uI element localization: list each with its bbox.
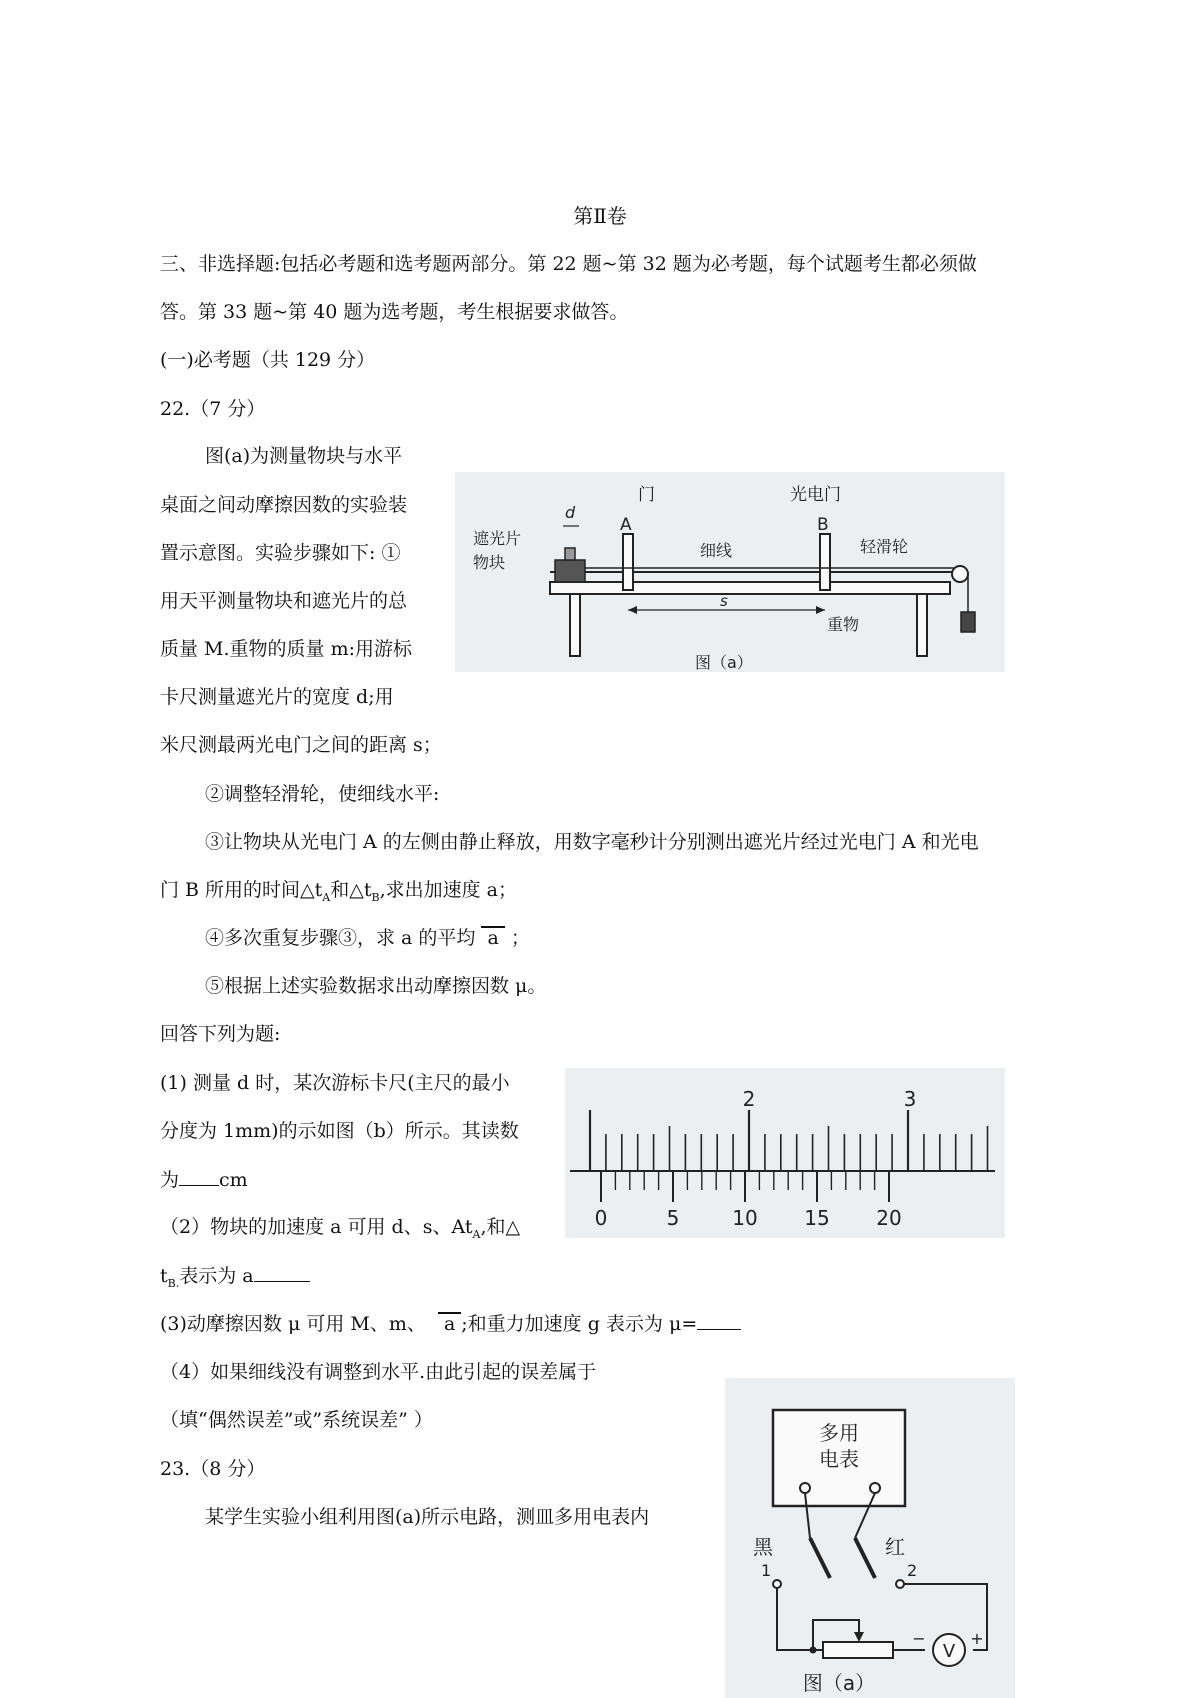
- shade-plate: [565, 548, 575, 560]
- label-block: 物块: [473, 553, 506, 572]
- label-string: 细线: [700, 541, 733, 560]
- vernier-label-0: 0: [594, 1206, 608, 1230]
- meter-label-line-1: 多用: [819, 1421, 859, 1445]
- circuit-figure: [725, 1378, 1015, 1698]
- terminal-2-label: 2: [907, 1561, 918, 1580]
- q22-body-line-2: 桌面之间动摩擦因数的实验装: [160, 494, 408, 516]
- section-title: 第Ⅱ卷: [573, 204, 627, 228]
- answer-prompt: 回答下列为题:: [160, 1023, 281, 1045]
- label-photogate: 光电门: [790, 485, 841, 505]
- figure-a-caption: 图（a）: [695, 653, 753, 672]
- voltmeter-plus: +: [970, 1629, 984, 1648]
- terminal-2: [896, 1580, 904, 1588]
- weight: [961, 612, 975, 632]
- q23-line-1: 某学生实验小组利用图(a)所示电路，测皿多用电表内: [205, 1506, 650, 1528]
- table-top: [550, 582, 950, 594]
- vernier-label-15: 15: [804, 1206, 830, 1230]
- sub-question-1-line-2: 分度为 1mm)的示如图（b）所示。其读数: [160, 1120, 519, 1142]
- vernier-label-20: 20: [876, 1206, 902, 1230]
- voltmeter-minus: −: [912, 1629, 926, 1648]
- circuit-caption: 图（a）: [802, 1671, 876, 1695]
- sub-question-1-line-3: 为 cm: [160, 1169, 248, 1191]
- gate-b: [820, 534, 830, 590]
- vernier-caliper-figure: [565, 1068, 1005, 1238]
- voltmeter-label: V: [942, 1641, 956, 1662]
- label-shade: 遮光片: [473, 529, 522, 548]
- label-b: B: [817, 515, 829, 535]
- label-s: s: [720, 592, 728, 610]
- block: [555, 560, 585, 582]
- q23-header: 23.（8 分）: [160, 1458, 266, 1480]
- sub-question-3: (3)动摩擦因数 μ 可用 M、m、 a ;和重力加速度 g 表示为 μ=: [160, 1311, 741, 1336]
- black-label: 黑: [753, 1535, 773, 1559]
- a-bar-symbol-2: a: [438, 1312, 461, 1334]
- q22-body-line-6: 卡尺测量遮光片的宽度 d;用: [160, 686, 394, 708]
- main-label-3: 3: [903, 1087, 917, 1111]
- q22-header: 22.（7 分）: [160, 398, 266, 420]
- sub-question-2-line-2: $t_{B.}$表示为 a: [160, 1263, 310, 1296]
- q22-body-line-4: 用天平测量物块和遮光片的总: [160, 590, 408, 612]
- q22-body-line-7: 米尺测最两光电门之间的距离 s；: [160, 734, 442, 756]
- answer-blank-1: [179, 1167, 219, 1186]
- sub-question-2-line-1: （2）物块的加速度 a 可用 d、s、$At_A$,和△: [160, 1216, 521, 1241]
- sub-question-1-line-1: (1) 测量 d 时，某次游标卡尺(主尺的最小: [160, 1072, 510, 1094]
- q22-body-line-3: 置示意图。实验步骤如下: ①: [160, 542, 401, 564]
- q22-step-3-line-1: ③让物块从光电门 A 的左侧由静止释放，用数字毫秒计分别测出遮光片经过光电门 A 和光电: [205, 831, 979, 853]
- table-leg-right: [917, 594, 927, 656]
- q22-body-line-1: 图(a)为测量物块与水平: [205, 445, 403, 467]
- apparatus-figure: [455, 472, 1005, 672]
- q22-step-2: ②调整轻滑轮，使细线水平:: [205, 783, 440, 805]
- label-a: A: [620, 515, 632, 535]
- a-bar-symbol: a: [481, 926, 504, 948]
- answer-blank-2: [254, 1263, 310, 1282]
- vernier-label-5: 5: [666, 1206, 680, 1230]
- pulley: [952, 566, 968, 582]
- meter-terminal-black: [800, 1483, 810, 1493]
- red-label: 红: [885, 1535, 905, 1559]
- main-label-2: 2: [742, 1087, 756, 1111]
- q22-step-5: ⑤根据上述实验数据求出动摩擦因数 μ。: [205, 975, 547, 997]
- terminal-1-label: 1: [761, 1561, 772, 1580]
- label-pulley: 轻滑轮: [860, 537, 909, 556]
- gate-a: [623, 534, 633, 590]
- sub-question-4-line-2: （填“偶然误差”或”系统误差” ）: [160, 1409, 433, 1431]
- label-door-top: 门: [638, 485, 655, 505]
- vernier-label-10: 10: [732, 1206, 758, 1230]
- required-heading: (一)必考题（共 129 分）: [160, 349, 376, 371]
- q22-step-3-line-2: 门 B 所用的时间$\triangle t_A$和$\triangle t_B$,求出加速度 a；: [160, 879, 518, 904]
- q22-step-4: ④多次重复步骤③，求 a 的平均 a ；: [205, 927, 530, 949]
- rheostat: [823, 1642, 893, 1658]
- intro-line-2: 答。第 33 题~第 40 题为选考题，考生根据要求做答。: [160, 301, 629, 323]
- terminal-1: [773, 1580, 781, 1588]
- intro-line-1: 三、非选择题:包括必考题和选考题两部分。第 22 题~第 32 题为必考题，每个试题考生都必须做: [160, 253, 977, 275]
- sub-question-4-line-1: （4）如果细线没有调整到水平.由此引起的误差属于: [160, 1361, 597, 1383]
- label-d: d: [565, 503, 576, 522]
- meter-label-line-2: 电表: [819, 1447, 859, 1471]
- label-weight: 重物: [827, 615, 860, 634]
- q22-body-line-5: 质量 M.重物的质量 m:用游标: [160, 638, 412, 660]
- answer-blank-3: [697, 1311, 741, 1330]
- table-leg-left: [570, 594, 580, 656]
- meter-terminal-red: [870, 1483, 880, 1493]
- junction-node: [810, 1647, 817, 1654]
